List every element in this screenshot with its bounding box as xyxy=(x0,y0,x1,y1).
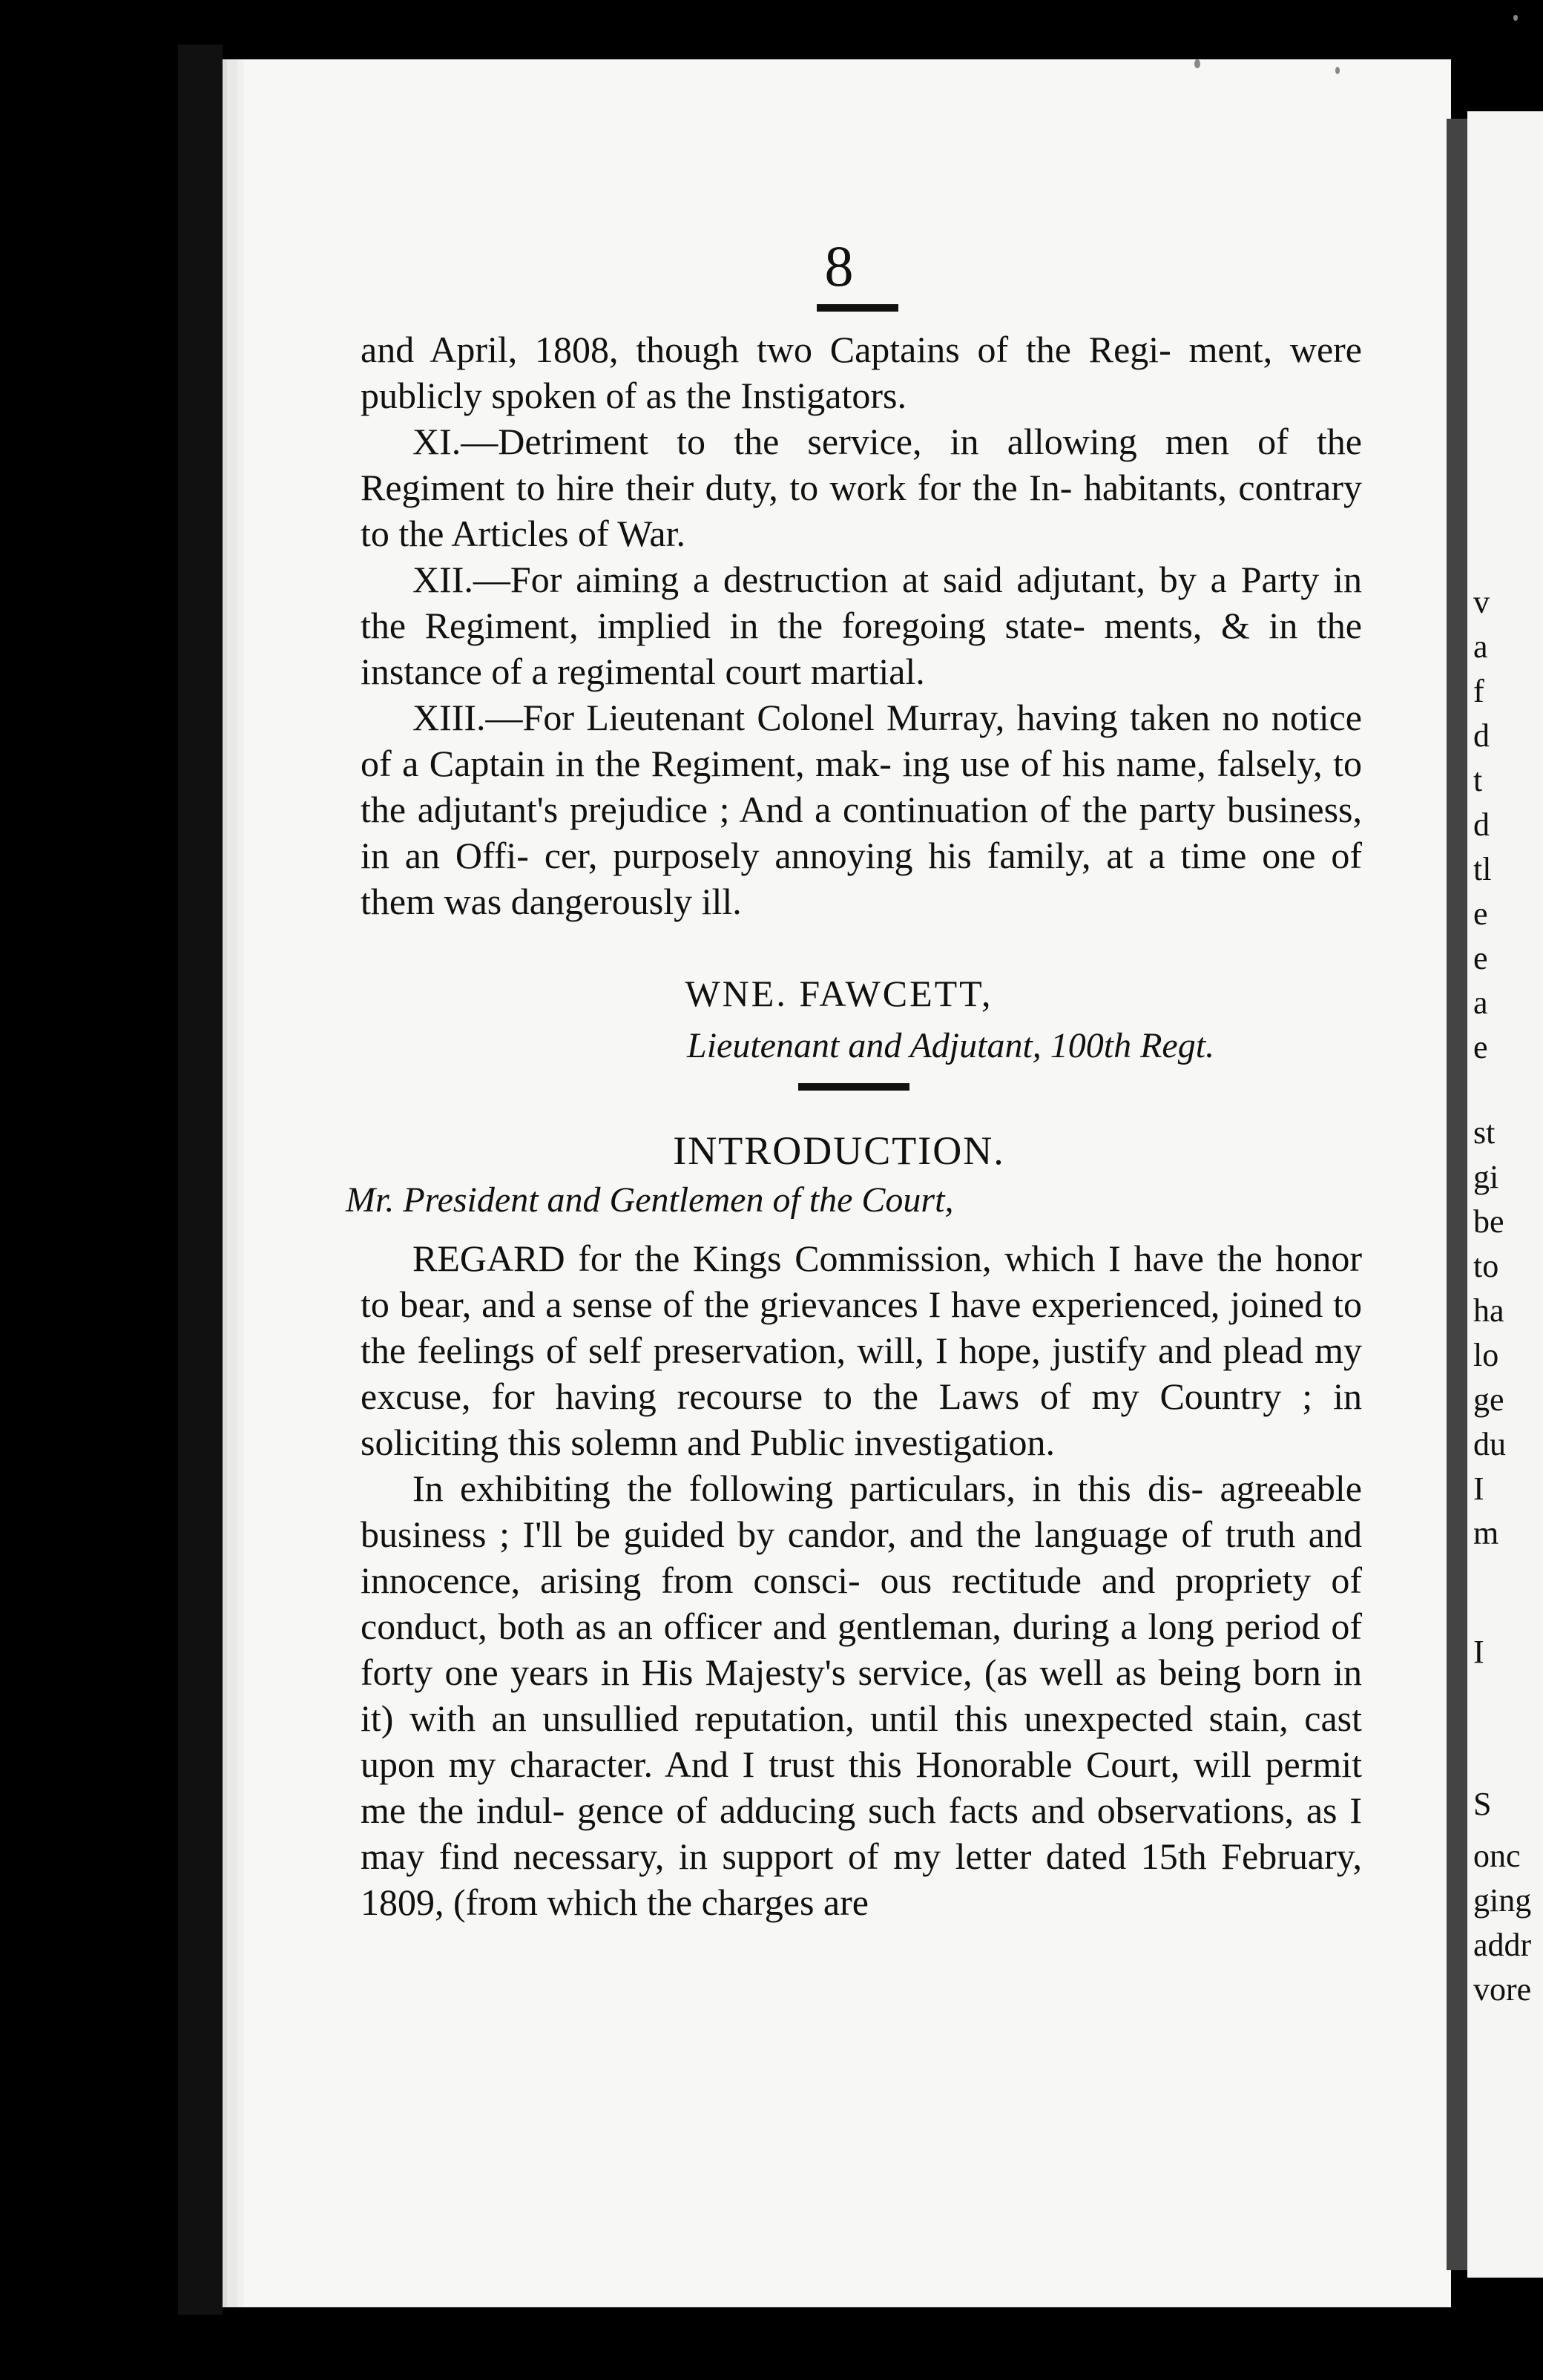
paragraph: XI.—Detriment to the service, in allowing men of the Regiment to hire their duty, to work for the In- habitants, contrary to the Articles of War. xyxy=(361,421,1362,554)
facing-fragment: f xyxy=(1473,673,1484,709)
facing-fragment: I xyxy=(1473,1634,1484,1670)
page-number: 8 xyxy=(824,234,854,298)
facing-fragment: d xyxy=(1473,806,1490,843)
signature-title: Lieutenant and Adjutant, 100th Regt. xyxy=(687,1026,1215,1065)
facing-fragment: lo xyxy=(1473,1337,1499,1373)
scan-speck xyxy=(1194,59,1200,68)
facing-fragment: d xyxy=(1473,717,1490,754)
facing-fragment: vore xyxy=(1473,1971,1532,2008)
facing-fragment: to xyxy=(1473,1248,1499,1284)
facing-fragment: e xyxy=(1473,1029,1488,1065)
facing-fragment: onc xyxy=(1473,1838,1521,1874)
facing-fragment: ge xyxy=(1473,1381,1504,1418)
facing-fragment: a xyxy=(1473,628,1488,665)
paragraph: XII.—For aiming a destruction at said adjutant, by a Party in the Regiment, implied in the foregoing state- ments, & in the instance of a regimental court martial. xyxy=(361,559,1362,692)
facing-fragment: addr xyxy=(1473,1927,1532,1963)
facing-fragment: e xyxy=(1473,895,1488,932)
scan-speck xyxy=(1335,67,1340,74)
scan-speck xyxy=(1513,15,1518,21)
ornamental-rule xyxy=(817,304,898,312)
facing-fragment: e xyxy=(1473,940,1488,976)
facing-fragment: ha xyxy=(1473,1292,1504,1329)
charges-text xyxy=(361,326,1362,924)
facing-fragment: a xyxy=(1473,984,1488,1021)
facing-fragment: v xyxy=(1473,584,1490,620)
paragraph: REGARD for the Kings Commission, which I have the honor to bear, and a sense of the grievances I have experienced, joined to the feelings of self preservation, will, I hope, justify and plead my excuse, for having recourse to the Laws of my Country ; in soliciting this solemn and Public investigation. xyxy=(361,1237,1362,1463)
paragraph: XIII.—For Lieutenant Colonel Murray, having taken no notice of a Captain in the Regiment, mak- ing use of his name, falsely, to the adjutant's prejudice ; And a continuation of the party business, in an Offi- cer, purposely annoying his family, at a time one of them was dangerously ill. xyxy=(361,697,1362,922)
signature-name: WNE. FAWCETT, xyxy=(685,973,993,1014)
introduction-text xyxy=(361,1235,1362,1925)
facing-fragment: be xyxy=(1473,1203,1504,1240)
facing-fragment: ging xyxy=(1473,1882,1532,1919)
paragraph: and April, 1808, though two Captains of the Regi- ment, were publicly spoken of as the Instigators. xyxy=(361,329,1362,416)
section-heading: INTRODUCTION. xyxy=(673,1128,1005,1173)
salutation: Mr. President and Gentlemen of the Court, xyxy=(346,1180,954,1220)
facing-fragment: gi xyxy=(1473,1159,1499,1195)
paragraph: In exhibiting the following particulars, in this dis- agreeable business ; I'll be guided by candor, and the language of truth and innocence, arising from consci- ous rectitude and propriety of conduct, both as an officer and gentleman, during a long period of forty one years in His Majesty's service, (as well as being born in it) with an unsullied reputation, until this unexpected stain, cast upon my character. And I trust this Honorable Court, will permit me the indul- gence of adducing such facts and observations, as I may find necessary, in support of my letter dated 15th February, 1809, (from which the charges are xyxy=(361,1467,1362,1923)
facing-fragment: du xyxy=(1473,1426,1506,1462)
facing-fragment: I xyxy=(1473,1470,1484,1507)
facing-fragment: m xyxy=(1473,1515,1499,1551)
facing-fragment: tl xyxy=(1473,851,1492,887)
facing-page xyxy=(1467,111,1543,2278)
facing-fragment: st xyxy=(1473,1114,1496,1151)
facing-fragment: S xyxy=(1473,1786,1492,1822)
page-gutter xyxy=(1447,119,1467,2270)
facing-fragment: t xyxy=(1473,762,1483,798)
binding-shadow xyxy=(178,45,223,2315)
ornamental-rule xyxy=(798,1083,909,1091)
book-page xyxy=(223,59,1451,2307)
